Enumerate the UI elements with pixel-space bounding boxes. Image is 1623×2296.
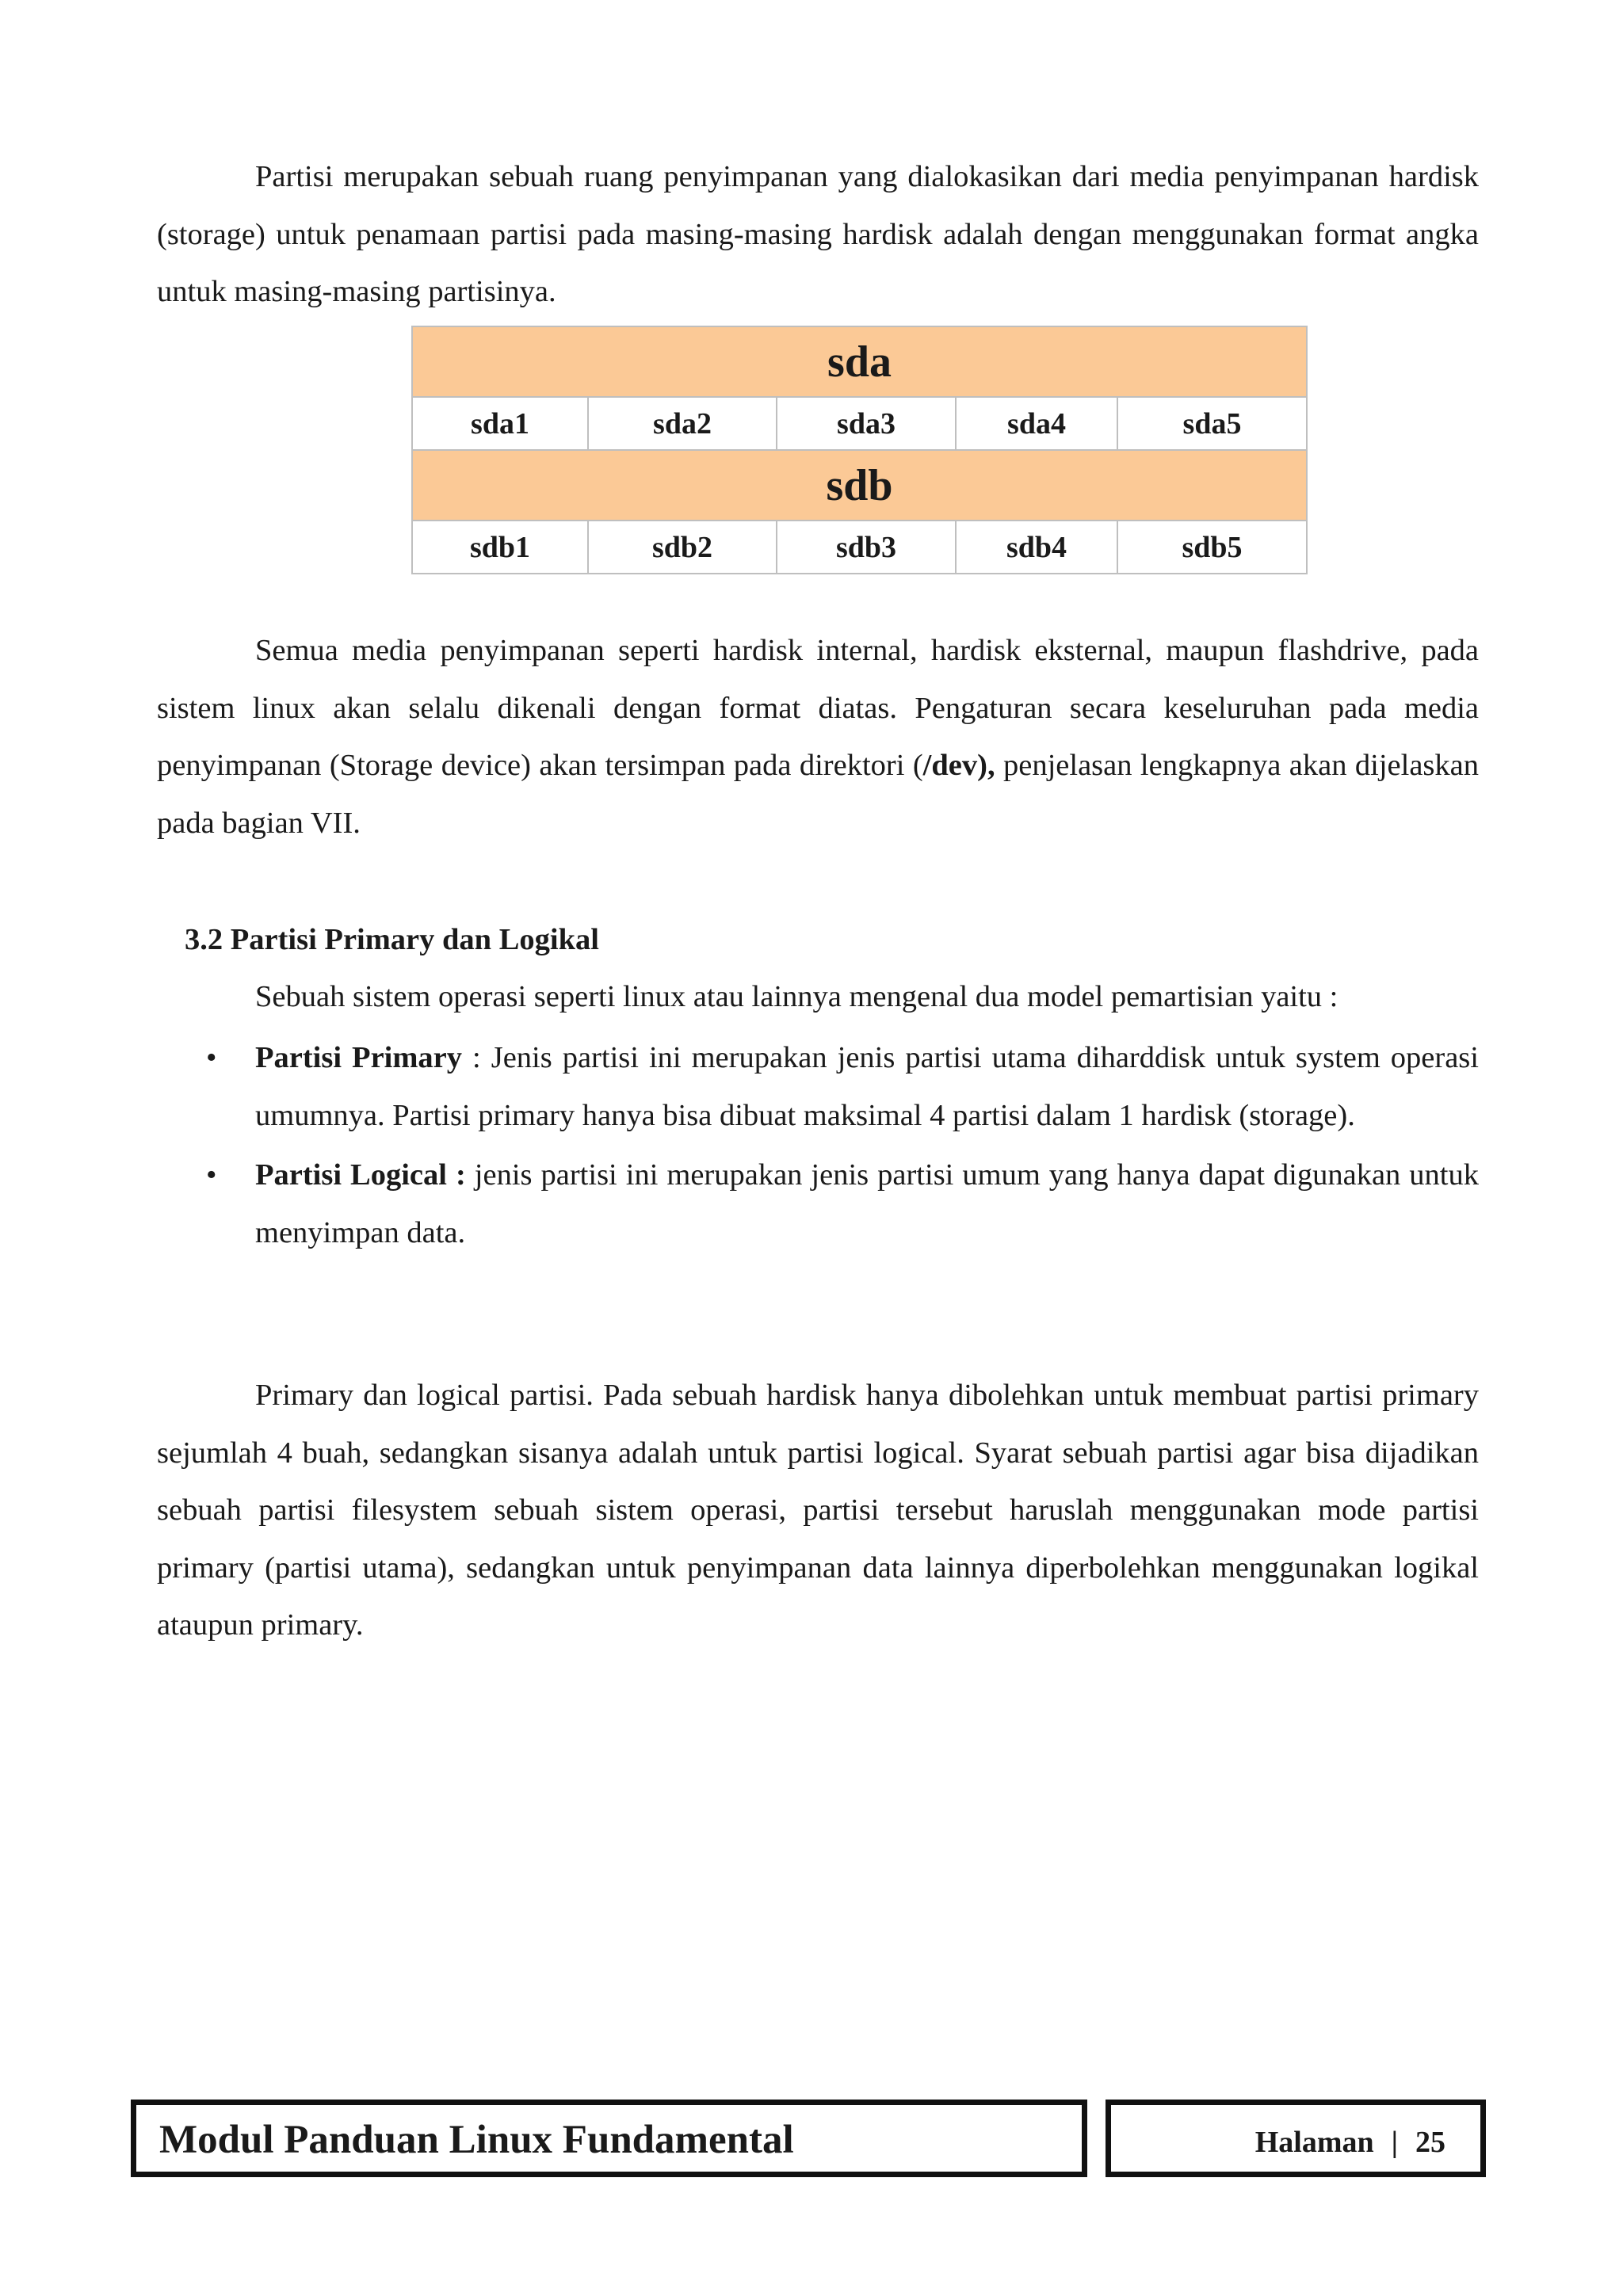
bullet-icon: • <box>206 1158 217 1192</box>
paragraph-partition-intro <box>157 148 1479 321</box>
partition-cell: sda5 <box>1117 397 1307 450</box>
term-logical: Partisi Logical : <box>255 1158 466 1192</box>
page-number-label <box>1255 2122 1445 2162</box>
partition-row-sdb <box>412 521 1307 574</box>
partition-cell: sdb2 <box>588 521 777 574</box>
paragraph-text: penjelasan lengkapnya akan dijelaskan pada bagian VII. <box>157 749 1479 840</box>
partition-row-sda <box>412 397 1307 450</box>
dev-path: /dev), <box>922 749 995 782</box>
list-item-logical <box>206 1146 1479 1261</box>
paragraph-text: Primary dan logical partisi. Pada sebuah hardisk hanya dibolehkan untuk membuat partisi primary sejumlah 4 buah, sedangkan sisanya adalah untuk partisi logical. Syarat sebuah partisi agar bisa dijadikan sebuah partisi filesystem sebuah sistem operasi, partisi tersebut haruslah menggunakan mode partisi primary (partisi utama), sedangkan untuk penyimpanan data lainnya diperbolehkan menggunakan logikal ataupun primary. <box>157 1379 1479 1642</box>
disk-name-cell: sdb <box>412 450 1307 521</box>
page-separator: | <box>1391 2126 1398 2159</box>
footer-title: Modul Panduan Linux Fundamental <box>159 2118 794 2162</box>
partition-cell: sdb1 <box>412 521 588 574</box>
term-description: jenis partisi ini merupakan jenis partisi umum yang hanya dapat digunakan untuk menyimpan data. <box>255 1158 1479 1249</box>
section-heading: 3.2 Partisi Primary dan Logikal <box>185 923 599 956</box>
section-intro: Sebuah sistem operasi seperti linux atau lainnya mengenal dua model pemartisian yaitu : <box>255 980 1338 1013</box>
partition-table <box>411 326 1308 574</box>
bullet-icon: • <box>206 1041 217 1074</box>
partition-cell: sdb4 <box>956 521 1117 574</box>
page-label: Halaman <box>1254 2126 1374 2159</box>
partition-cell: sdb3 <box>777 521 956 574</box>
paragraph-primary-logical <box>157 1367 1479 1654</box>
paragraph-storage-devices <box>157 622 1479 852</box>
disk-row-sdb <box>412 450 1307 521</box>
partition-cell: sda3 <box>777 397 956 450</box>
partition-type-list <box>206 1029 1479 1261</box>
partition-cell: sda1 <box>412 397 588 450</box>
disk-row-sda <box>412 326 1307 397</box>
footer-page-box <box>1106 2100 1486 2177</box>
page-number: 25 <box>1415 2126 1445 2159</box>
disk-name-cell: sda <box>412 326 1307 397</box>
paragraph-text: Semua media penyimpanan seperti hardisk internal, hardisk eksternal, maupun flashdrive, pada sistem linux akan selalu dikenali dengan format diatas. Pengaturan secara keseluruhan pada media penyimpanan (Storage device) akan tersimpan pada direktori ( <box>157 634 1479 782</box>
partition-cell: sda4 <box>956 397 1117 450</box>
list-item-primary <box>206 1029 1479 1144</box>
term-description: : Jenis partisi ini merupakan jenis partisi utama diharddisk untuk system operasi umumnya. Partisi primary hanya bisa dibuat maksimal 4 partisi dalam 1 hardisk (storage). <box>255 1041 1479 1132</box>
footer-title-box <box>131 2100 1087 2177</box>
term-primary: Partisi Primary <box>255 1041 463 1074</box>
partition-cell: sdb5 <box>1117 521 1307 574</box>
partition-cell: sda2 <box>588 397 777 450</box>
paragraph-text: Partisi merupakan sebuah ruang penyimpanan yang dialokasikan dari media penyimpanan hardisk (storage) untuk penamaan partisi pada masing-masing hardisk adalah dengan menggunakan format angka untuk masing-masing partisinya. <box>157 160 1479 308</box>
